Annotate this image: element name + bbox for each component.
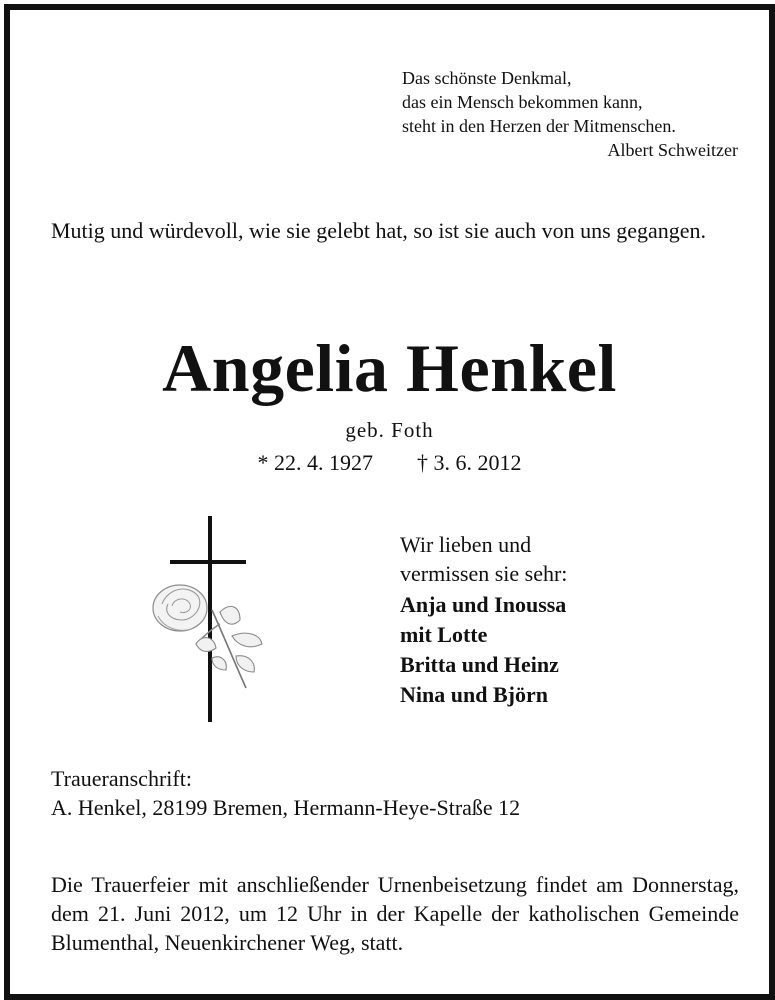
mourner-name: Britta und Heinz <box>400 652 559 677</box>
mourning-address <box>51 764 741 822</box>
ceremony-text: Die Trauerfeier mit anschließender Urnenbeisetzung findet am Donnerstag, dem 21. Juni 2012, um 12 Uhr in der Kapelle der katholischen Gemeinde Blumenthal, Neuenkirchener Weg, statt. <box>51 872 739 955</box>
intro-text: Mutig und würdevoll, wie sie gelebt hat, so ist sie auch von uns gegangen. <box>51 218 706 243</box>
mourners-line: vermissen sie sehr: <box>400 561 568 586</box>
quote-line: das ein Mensch bekommen kann, <box>402 92 643 112</box>
mourners-block <box>400 530 740 710</box>
address-label: Traueranschrift: <box>51 766 192 791</box>
rose-icon <box>153 585 262 688</box>
mourners-names <box>400 590 740 710</box>
life-dates <box>10 450 769 476</box>
deceased-name: Angelia Henkel <box>162 330 617 406</box>
mourner-name: mit Lotte <box>400 622 488 647</box>
birth-date: * 22. 4. 1927 <box>257 450 373 475</box>
quote-line: steht in den Herzen der Mitmenschen. <box>402 116 676 136</box>
obituary-notice <box>4 4 775 1000</box>
epigraph-quote <box>402 66 742 162</box>
mourner-name: Anja und Inoussa <box>400 592 567 617</box>
maiden-name: geb. Foth <box>345 418 434 442</box>
mourners-line: Wir lieben und <box>400 532 532 557</box>
mourner-name: Nina und Björn <box>400 682 548 707</box>
death-date: † 3. 6. 2012 <box>417 450 522 475</box>
address-text: A. Henkel, 28199 Bremen, Hermann-Heye-Straße 12 <box>51 795 521 820</box>
quote-author: Albert Schweitzer <box>607 140 738 160</box>
quote-line: Das schönste Denkmal, <box>402 68 572 88</box>
cross-icon <box>150 512 280 727</box>
